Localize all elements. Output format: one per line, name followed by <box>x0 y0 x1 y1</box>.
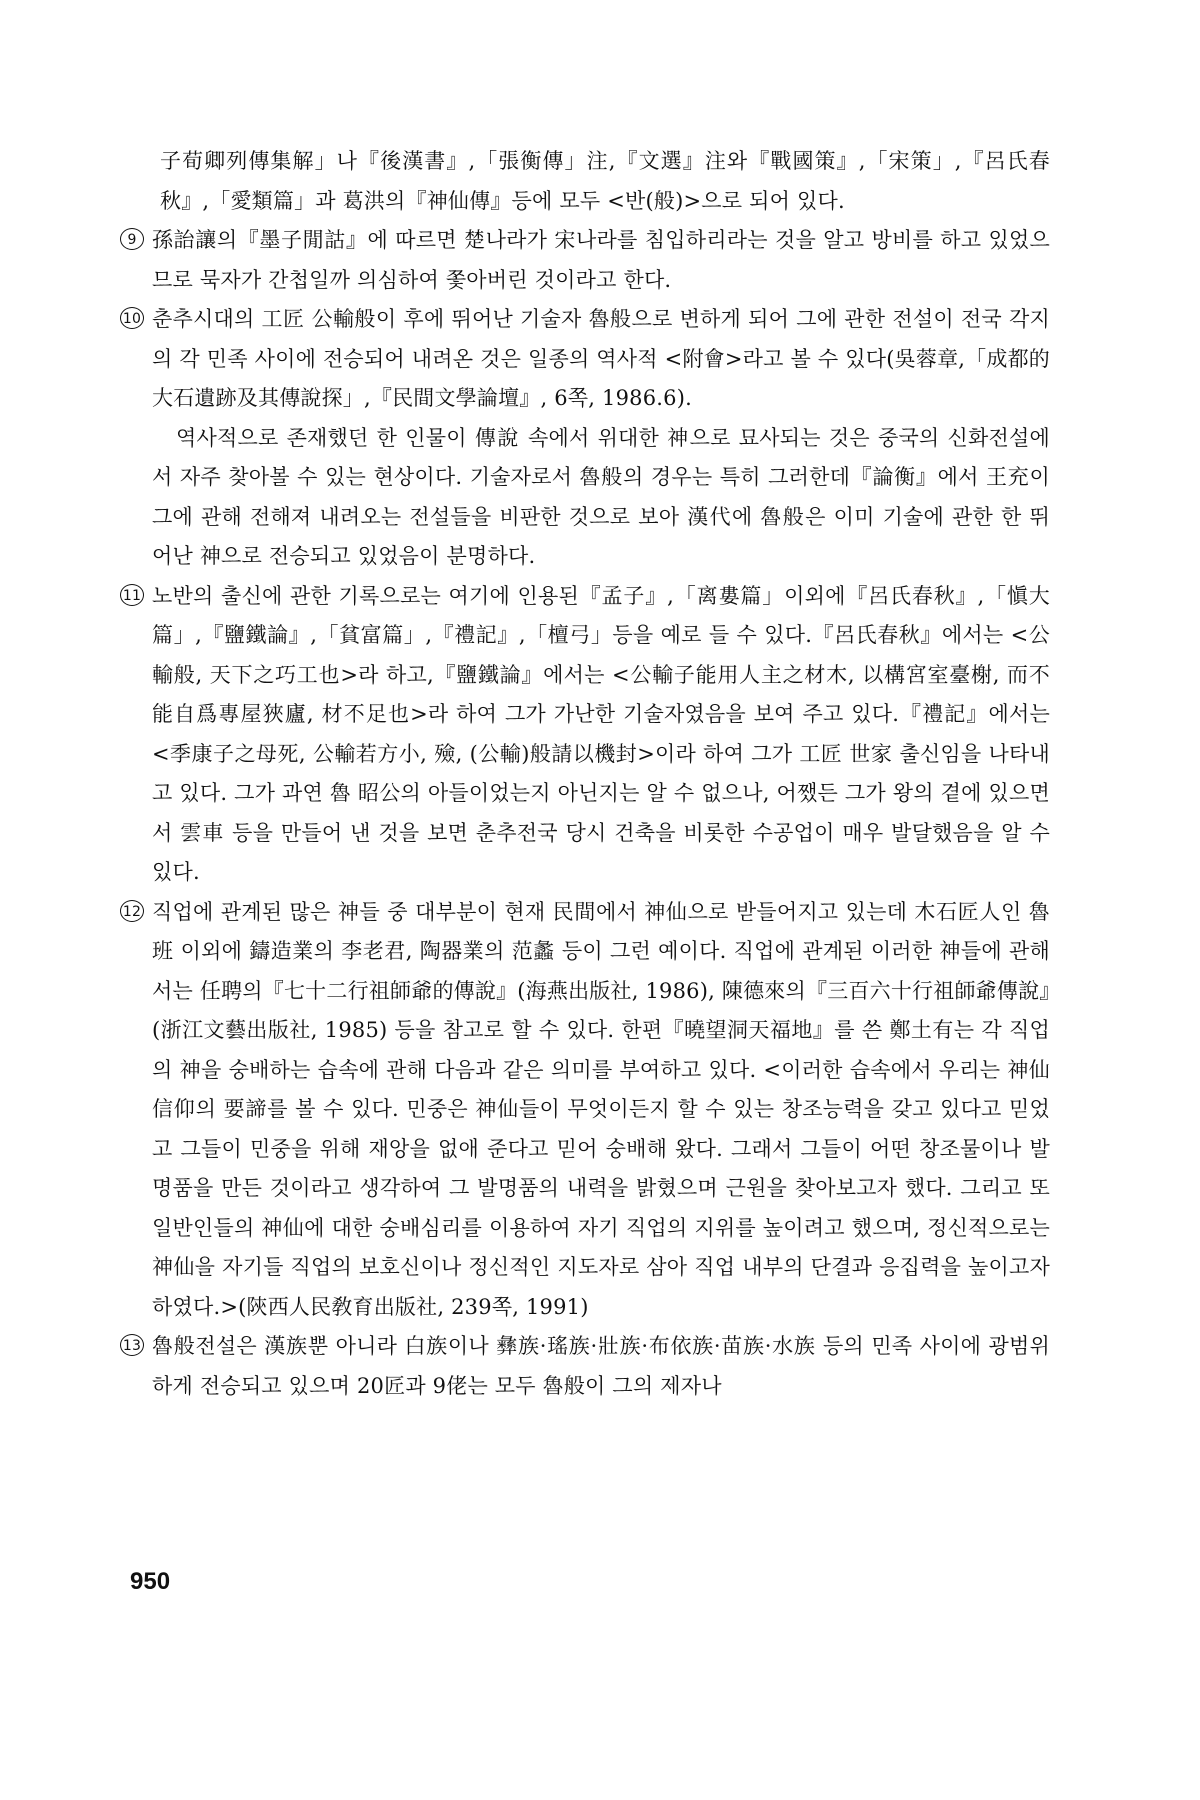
footnote-text: 孫詒讓의『墨子閒詁』에 따르면 楚나라가 宋나라를 침입하리라는 것을 알고 방비를 하고 있었으므로 묵자가 간첩일까 의심하여 쫓아버린 것이라고 한다. <box>152 228 1050 292</box>
continued-footnote-text: 子荀卿列傳集解」나『後漢書』,「張衡傳」注,『文選』注와『戰國策』,「宋策」,『呂氏春秋』,「愛類篇」과 葛洪의『神仙傳』등에 모두 <반(般)>으로 되어 있다. <box>160 149 1050 213</box>
footnote-number: 11 <box>120 584 144 606</box>
footnote-text: 노반의 출신에 관한 기록으로는 여기에 인용된『孟子』,「离婁篇」이외에『呂氏春秋』,「愼大篇」,『鹽鐵論』,「貧富篇」,『禮記』,「檀弓」등을 예로 들 수 있다.『呂氏春秋』에서는 <公輸般, 天下之巧工也>라 하고,『鹽鐵論』에서는 <公輸子能用人主之材木, 以構宮室臺榭, 而不能自爲專屋狹廬, 材不足也>라 하여 그가 가난한 기술자였음을 보여 주고 있다.『禮記』에서는 <季康子之母死, 公輸若方小, 殮, (公輸)般請以機封>이라 하여 그가 工匠 世家 출신임을 나타내고 있다. 그가 과연 魯 昭公의 아들이었는지 아닌지는 알 수 없으나, 어쨌든 그가 왕의 곁에 있으면서 雲車 등을 만들어 낸 것을 보면 춘추전국 당시 건축을 비롯한 수공업이 매우 발달했음을 알 수 있다. <box>152 583 1050 884</box>
footnote-body <box>152 577 1050 893</box>
footnote-text: 춘추시대의 工匠 公輸般이 후에 뛰어난 기술자 魯般으로 변하게 되어 그에 관한 전설이 전국 각지의 각 민족 사이에 전승되어 내려온 것은 일종의 역사적 <附會>라고 볼 수 있다(吳蓉章,「成都的大石遺跡及其傳說探」,『民間文學論壇』, 6쪽, 1986.6). <box>152 307 1050 410</box>
footnote-body <box>152 1327 1050 1406</box>
footnote-9 <box>127 221 1050 300</box>
footnote-number: 9 <box>120 228 144 250</box>
page-number: 950 <box>130 1568 171 1595</box>
footnote-paragraph: 역사적으로 존재했던 한 인물이 傳說 속에서 위대한 神으로 묘사되는 것은 중국의 신화전설에서 자주 찾아볼 수 있는 현상이다. 기술자로서 魯般의 경우는 특히 그러한데『論衡』에서 王充이 그에 관해 전해져 내려오는 전설들을 비판한 것으로 보아 漢代에 魯般은 이미 기술에 관한 한 뛰어난 神으로 전승되고 있었음이 분명하다. <box>152 425 1050 568</box>
footnote-12 <box>122 893 1050 1328</box>
footnote-body <box>152 221 1050 300</box>
footnote-13 <box>122 1327 1050 1406</box>
footnote-number: 10 <box>120 307 144 329</box>
footnote-10 <box>122 300 1050 577</box>
footnote-11 <box>122 577 1050 893</box>
footnote-number: 13 <box>120 1334 144 1356</box>
footnote-text: 魯般전설은 漢族뿐 아니라 白族이나 彝族·瑤族·壯族·布依族·苗族·水族 등의 민족 사이에 광범위하게 전승되고 있으며 20匠과 9佬는 모두 魯般이 그의 제자나 <box>152 1334 1050 1398</box>
footnote-body <box>152 300 1050 577</box>
footnotes-section <box>122 142 1050 1406</box>
footnote-body <box>152 893 1050 1328</box>
footnote-number: 12 <box>120 900 144 922</box>
footnote-text: 직업에 관계된 많은 神들 중 대부분이 현재 民間에서 神仙으로 받들어지고 있는데 木石匠人인 魯班 이외에 鑄造業의 李老君, 陶器業의 范蠡 등이 그런 예이다. 직업에 관계된 이러한 神들에 관해서는 任聘의『七十二行祖師爺的傳說』(海燕出版社, 1986), 陳德來의『三百六十行祖師爺傳說』(浙江文藝出版社, 1985) 등을 참고로 할 수 있다. 한편『曉望洞天福地』를 쓴 鄭土有는 각 직업의 神을 숭배하는 습속에 관해 다음과 같은 의미를 부여하고 있다. <이러한 습속에서 우리는 神仙信仰의 要諦를 볼 수 있다. 민중은 神仙들이 무엇이든지 할 수 있는 창조능력을 갖고 있다고 믿었고 그들이 민중을 위해 재앙을 없애 준다고 믿어 숭배해 왔다. 그래서 그들이 어떤 창조물이나 발명품을 만든 것이라고 생각하여 그 발명품의 내력을 밝혔으며 근원을 찾아보고자 했다. 그리고 또 일반인들의 神仙에 대한 숭배심리를 이용하여 자기 직업의 지위를 높이려고 했으며, 정신적으로는 神仙을 자기들 직업의 보호신이나 정신적인 지도자로 삼아 직업 내부의 단결과 응집력을 높이고자 하였다.>(陝西人民敎育出版社, 239쪽, 1991) <box>152 899 1050 1319</box>
